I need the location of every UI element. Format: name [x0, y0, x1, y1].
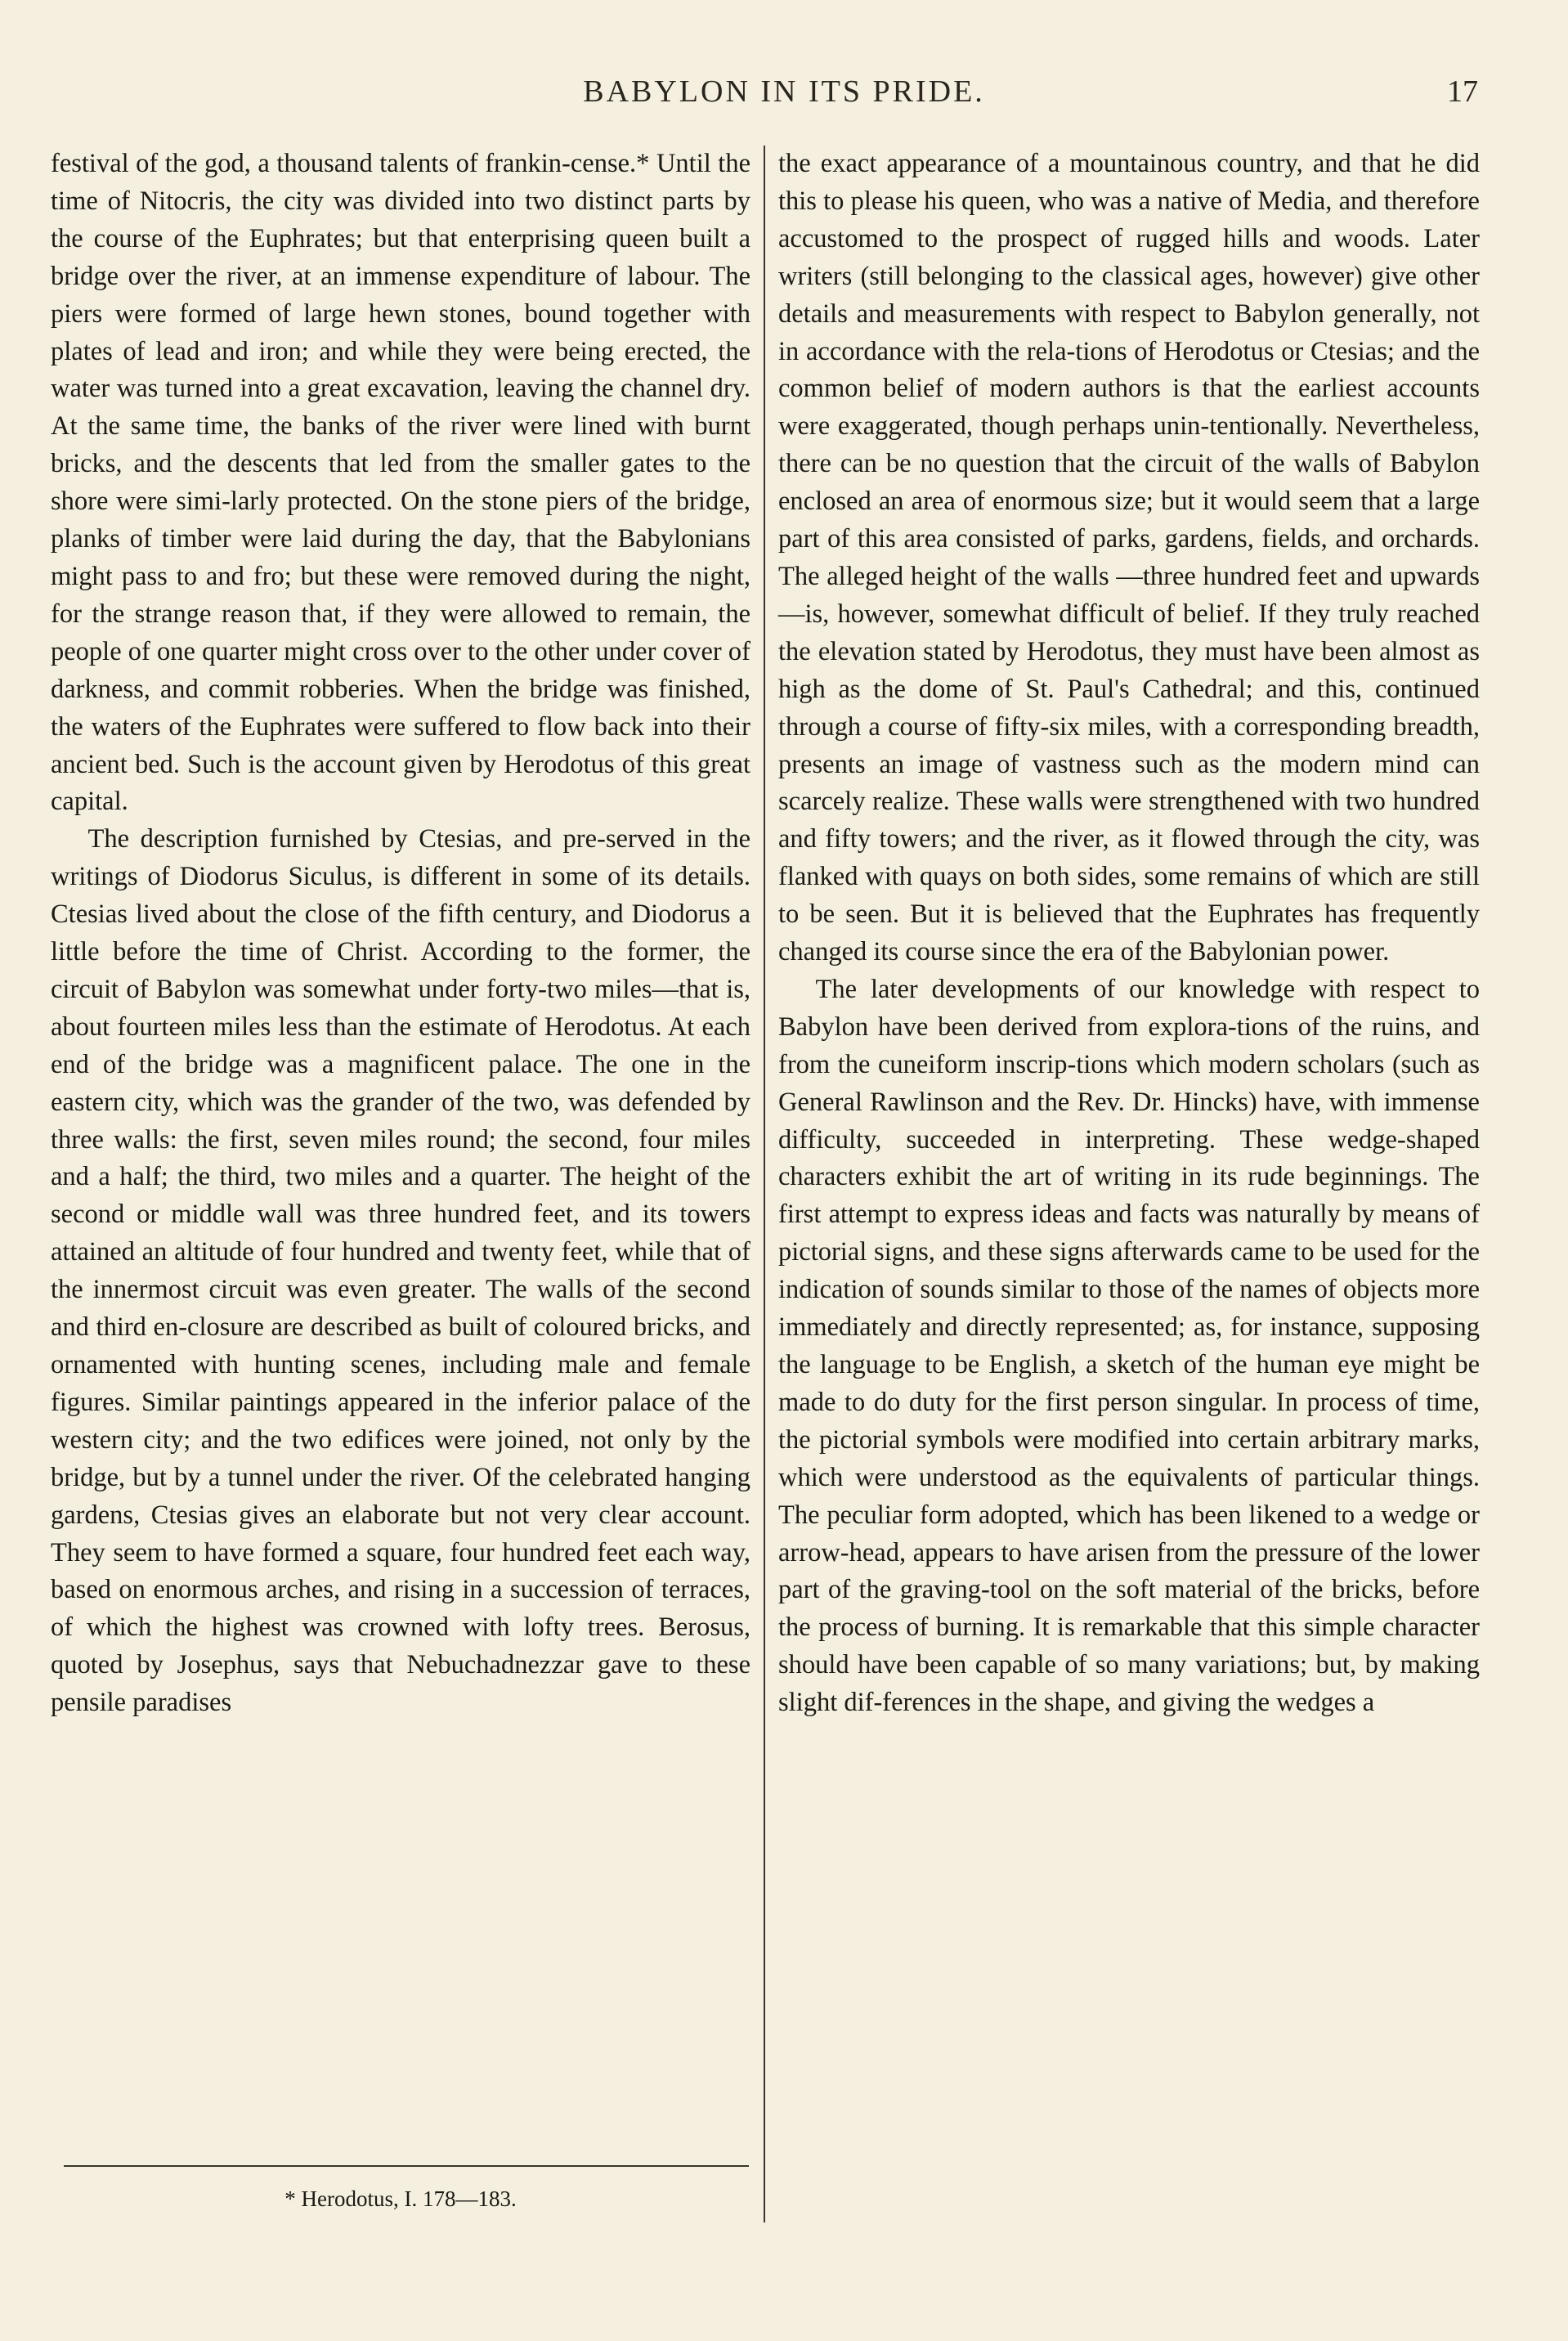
paragraph: The later developments of our knowledge with respect to Babylon have been derived from explora-tions of the ruins, and from the cuneiform inscrip-tions which modern scholars (such as General Rawlinson and the Rev. Dr. Hincks) have, with immense difficulty, succeeded in interpreting. These wedge-shaped characters exhibit the art of writing in its rude beginnings. The first attempt to express ideas and facts was naturally by means of pictorial signs, and these signs afterwards came to be used for the indication of sounds similar to those of the names of objects more immediately and directly represented; as, for instance, supposing the language to be English, a sketch of the human eye might be made to do duty for the first person singular. In process of time, the pictorial symbols were modified into certain arbitrary marks, which were understood as the equivalents of particular things. The peculiar form adopted, which has been likened to a wedge or arrow-head, appears to have arisen from the pressure of the lower part of the graving-tool on the soft material of the bricks, before the process of burning. It is remarkable that this simple character should have been capable of so many variations; but, by making slight dif-ferences in the shape, and giving the wedges a — [778, 974, 1480, 1718]
left-column — [51, 146, 750, 1722]
right-column — [778, 146, 1480, 1722]
paragraph: The description furnished by Ctesias, and pre-served in the writings of Diodorus Siculus, is different in some of its details. Ctesias lived about the close of the fifth century, and Diodorus a little before the time of Christ. According to the former, the circuit of Babylon was somewhat under forty-two miles—that is, about fourteen miles less than the estimate of Herodotus. At each end of the bridge was a magnificent palace. The one in the eastern city, which was the grander of the two, was defended by three walls: the first, seven miles round; the second, four miles and a half; the third, two miles and a quarter. The height of the second or middle wall was three hundred feet, and its towers attained an altitude of four hundred and twenty feet, while that of the innermost circuit was even greater. The walls of the second and third en-closure are described as built of coloured bricks, and ornamented with hunting scenes, including male and female figures. Similar paintings appeared in the inferior palace of the western city; and the two edifices were joined, not only by the bridge, but by a tunnel under the river. Of the celebrated hanging gardens, Ctesias gives an elaborate but not very clear account. They seem to have formed a square, four hundred feet each way, based on enormous arches, and rising in a succession of terraces, of which the highest was crowned with lofty trees. Berosus, quoted by Josephus, says that Nebuchadnezzar gave to these pensile paradises — [51, 824, 750, 1718]
paragraph: festival of the god, a thousand talents of frankin-cense.* Until the time of Nitocris, the city was divided into two distinct parts by the course of the Euphrates; but that enterprising queen built a bridge over the river, at an immense expenditure of labour. The piers were formed of large hewn stones, bound together with plates of lead and iron; and while they were being erected, the water was turned into a great excavation, leaving the channel dry. At the same time, the banks of the river were lined with burnt bricks, and the descents that led from the smaller gates to the shore were simi-larly protected. On the stone piers of the bridge, planks of timber were laid during the day, that the Babylonians might pass to and fro; but these were removed during the night, for the strange reason that, if they were allowed to remain, the people of one quarter might cross over to the other under cover of darkness, and commit robberies. When the bridge was finished, the waters of the Euphrates were suffered to flow back into their ancient bed. Such is the account given by Herodotus of this great capital. — [51, 149, 750, 817]
paragraph: the exact appearance of a mountainous country, and that he did this to please his queen, who was a native of Media, and therefore accustomed to the prospect of rugged hills and woods. Later writers (still belonging to the classical ages, however) give other details and measurements with respect to Babylon generally, not in accordance with the rela-tions of Herodotus or Ctesias; and the common belief of modern authors is that the earliest accounts were exaggerated, though perhaps unin-tentionally. Nevertheless, there can be no question that the circuit of the walls of Babylon enclosed an area of enormous size; but it would seem that a large part of this area consisted of parks, gardens, fields, and orchards. The alleged height of the walls —three hundred feet and upwards—is, however, somewhat difficult of belief. If they truly reached the elevation stated by Herodotus, they must have been almost as high as the dome of St. Paul's Cathedral; and this, continued through a course of fifty-six miles, with a corresponding breadth, presents an image of vastness such as the modern mind can scarcely realize. These walls were strengthened with two hundred and fifty towers; and the river, as it flowed through the city, was flanked with quays on both sides, some remains of which are still to be seen. But it is believed that the Euphrates has frequently changed its course since the era of the Babylonian power. — [778, 149, 1480, 967]
page-number: 17 — [1447, 74, 1478, 109]
footnote: * Herodotus, I. 178—183. — [284, 2186, 517, 2211]
footnote-divider — [64, 2165, 749, 2167]
running-title: BABYLON IN ITS PRIDE. — [583, 74, 985, 109]
column-divider — [764, 146, 765, 2222]
